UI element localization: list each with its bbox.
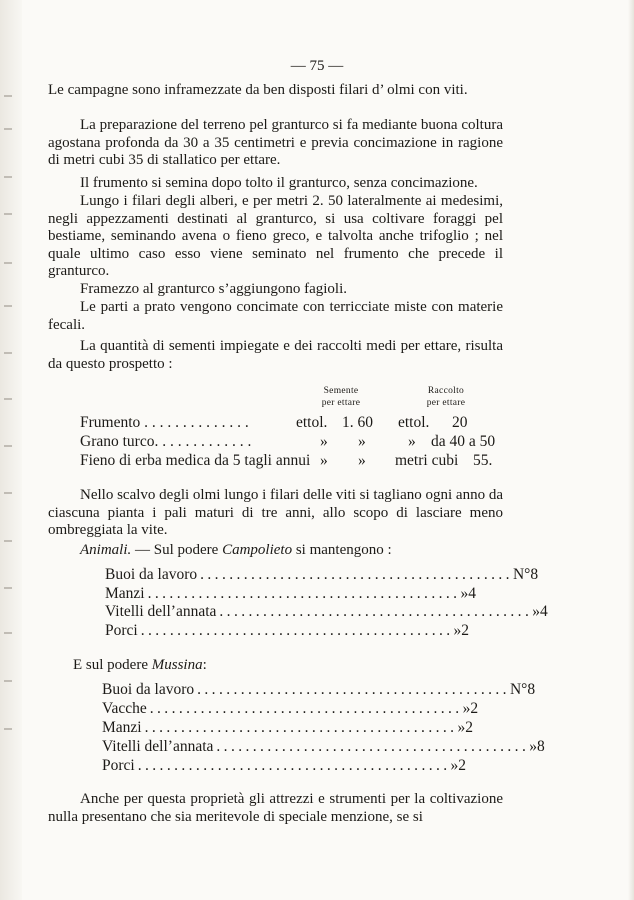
animal-unit: »	[460, 585, 469, 602]
crop-row	[80, 452, 520, 470]
animal-count: 4	[539, 603, 548, 620]
mussina-intro-tail: :	[202, 657, 207, 673]
seed-value: »	[358, 452, 366, 469]
animal-count: 4	[468, 585, 476, 602]
animal-row	[102, 700, 479, 718]
animal-name: Porci	[105, 622, 138, 639]
animal-name: Porci	[102, 757, 135, 774]
harvest-column-header	[411, 385, 481, 409]
animal-count: 2	[458, 757, 467, 774]
animal-row	[102, 719, 473, 737]
leader-dots: ...........................................	[147, 585, 461, 602]
animal-count: 8	[527, 681, 536, 698]
leader-dots: ...........................................	[219, 603, 533, 620]
seed-unit: »	[320, 452, 328, 469]
animal-count: 8	[530, 566, 539, 583]
mussina-intro	[73, 657, 207, 674]
animals-heading: Animali.	[80, 542, 132, 558]
seed-header-line-2: per ettare	[321, 398, 361, 408]
seed-unit: ettol.	[296, 414, 328, 431]
animal-name: Vitelli dell’annata	[102, 738, 214, 755]
animal-count: 2	[470, 700, 479, 717]
farm-name-campolieto: Campolieto	[222, 542, 293, 558]
paragraph-filari: Lungo i filari degli alberi, e per metri 2. 50 lateralmente ai medesimi, negli appezzamenti destinati al granturco, si usa coltivare foraggi pel bestiame, seminando avena o fieno greco, e talvolta anche trifoglio ; nel quale ultimo caso esso viene seminato nel frumento che precede il granturco.	[48, 193, 503, 279]
animal-row	[105, 603, 548, 621]
animal-unit: »	[457, 719, 466, 736]
animal-count: 2	[461, 622, 470, 639]
leader-dots: ...........................................	[197, 681, 510, 698]
leader-dots: ...........................................	[200, 566, 513, 583]
harvest-unit: metri cubi	[395, 452, 459, 469]
animal-row	[105, 585, 476, 603]
animal-row	[102, 681, 536, 699]
leader-dots: ...........................................	[140, 622, 454, 639]
animals-intro	[80, 542, 392, 559]
paragraph-attrezzi: Anche per questa proprietà gli attrezzi e strumenti per la coltivazione nulla presentano che sia meritevole di speciale menzione, se si	[48, 791, 503, 825]
paragraph-prato: Le parti a prato vengono concimate con terricciate miste con materie fecali.	[48, 299, 503, 333]
mussina-intro-text: E sul podere	[73, 657, 152, 673]
seed-header-line-1: Semente	[323, 386, 359, 396]
paragraph-fagioli: Framezzo al granturco s’aggiungono fagioli.	[80, 281, 347, 297]
paragraph-scalvo: Nello scalvo degli olmi lungo i filari delle viti si tagliano ogni anno da ciascuna pianta i pali maturi di tre anni, allo scopo di lasciare meno ombreggiata la vite.	[48, 487, 503, 538]
leader-dots: ...........................................	[216, 738, 530, 755]
harvest-header-line-2: per ettare	[426, 398, 466, 408]
leader-dots: ...........................................	[144, 719, 458, 736]
animal-name: Vitelli dell’annata	[105, 603, 217, 620]
seed-unit: »	[320, 433, 328, 450]
leader-dots: ...........................................	[149, 700, 463, 717]
animals-intro-text: — Sul podere	[131, 542, 223, 558]
animal-name: Manzi	[102, 719, 142, 736]
animal-unit: »	[532, 603, 540, 620]
animals-intro-tail: si mantengono :	[292, 542, 392, 558]
animal-name: Buoi da lavoro	[105, 566, 198, 583]
animal-unit: »	[450, 757, 459, 774]
seed-value: »	[358, 433, 366, 450]
paragraph-preparazione: La preparazione del terreno pel granturco si fa mediante buona coltura agostana profonda da 30 a 35 centimetri e previa concimazione in ragione di metri cubi 35 di stallatico per ettare.	[48, 117, 503, 168]
paragraph-quantita: La quantità di sementi impiegate e dei raccolti medi per ettare, risulta da questo prospetto :	[48, 338, 503, 372]
crop-row	[80, 414, 520, 432]
animal-unit: N°	[512, 566, 531, 583]
animal-unit: »	[462, 700, 471, 717]
harvest-value: 20	[452, 414, 468, 431]
page-number: — 75 —	[290, 58, 344, 74]
paragraph-campagne: Le campagne sono inframezzate da ben disposti filari d’ olmi con viti.	[48, 82, 468, 98]
page-edge-shadow	[628, 0, 634, 900]
animal-row	[102, 738, 545, 756]
crop-label: Grano turco. . . . . . . . . . . . .	[80, 433, 252, 450]
animal-count: 2	[465, 719, 473, 736]
animal-name: Manzi	[105, 585, 145, 602]
animal-row	[105, 566, 539, 584]
animal-count: 8	[536, 738, 545, 755]
harvest-unit: ettol.	[398, 414, 430, 431]
crop-label: Fieno di erba medica da 5 tagli annui	[80, 452, 311, 469]
animal-unit: »	[529, 738, 537, 755]
animal-row	[105, 622, 470, 640]
seed-value: 1. 60	[342, 414, 373, 431]
seed-column-header	[306, 385, 376, 409]
animal-unit: N°	[509, 681, 528, 698]
paragraph-frumento: Il frumento si semina dopo tolto il granturco, senza concimazione.	[80, 175, 478, 191]
crop-label: Frumento . . . . . . . . . . . . . .	[80, 414, 249, 431]
binding-gutter	[0, 0, 22, 900]
animal-name: Vacche	[102, 700, 147, 717]
harvest-value: 55.	[473, 452, 493, 469]
harvest-unit: »	[408, 433, 416, 450]
animal-unit: »	[453, 622, 462, 639]
leader-dots: ...........................................	[137, 757, 451, 774]
crop-row	[80, 433, 520, 451]
harvest-header-line-1: Raccolto	[427, 386, 465, 396]
animal-name: Buoi da lavoro	[102, 681, 195, 698]
animal-row	[102, 757, 467, 775]
harvest-value: da 40 a 50	[431, 433, 496, 450]
farm-name-mussina: Mussina	[151, 657, 203, 673]
